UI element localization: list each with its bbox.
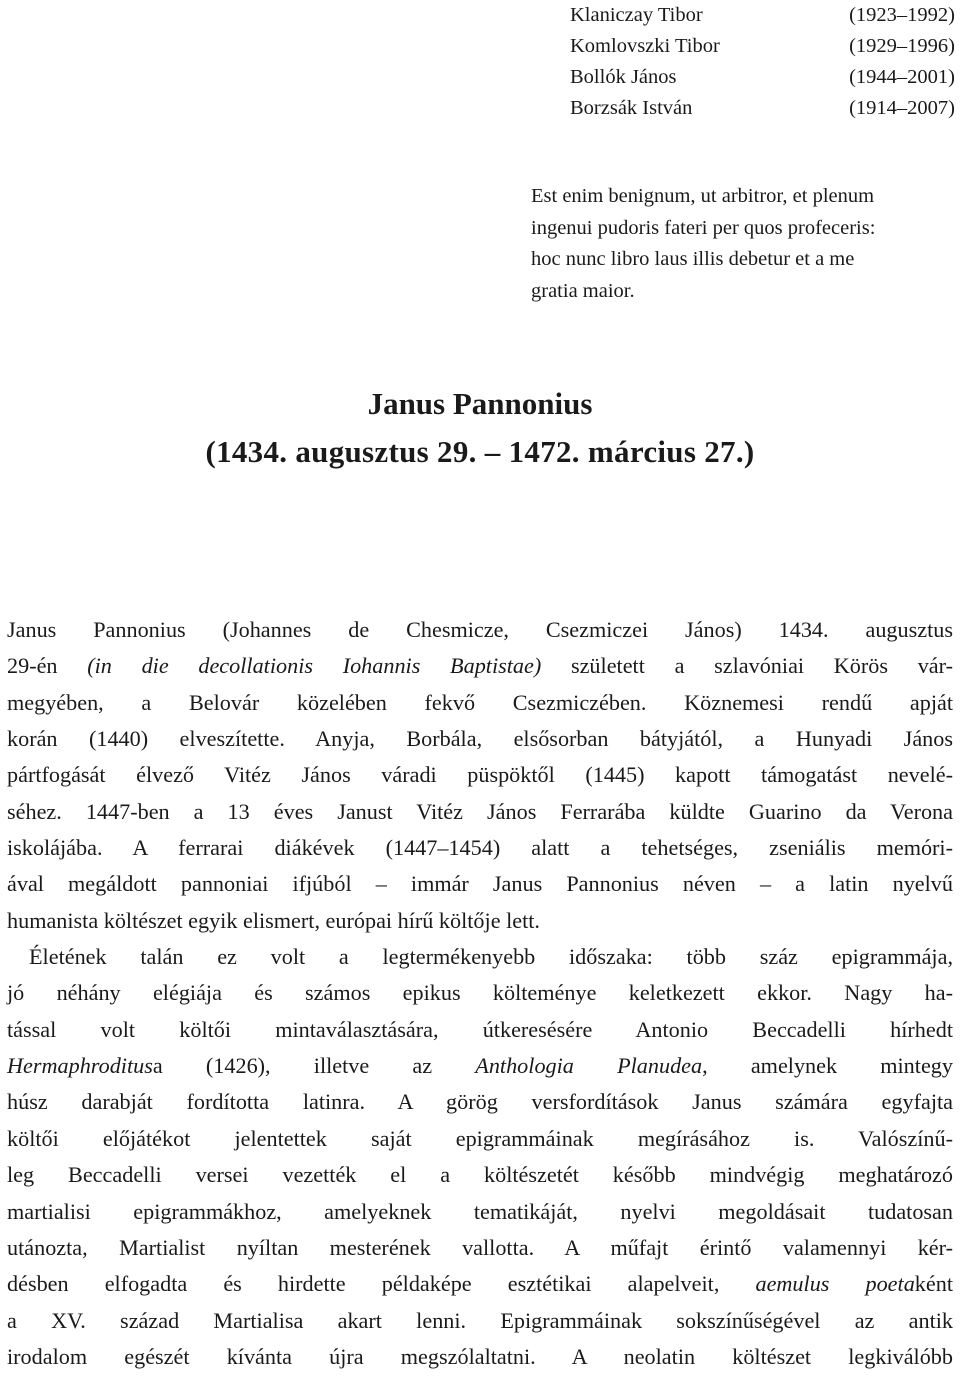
body-line: séhez. 1447-ben a 13 éves Janust Vitéz János Ferrarába küldte Guarino da Verona (7, 798, 953, 824)
body-line: désben elfogadta és hirdette példaképe esztétikai alapelveit, aemulus poetaként (7, 1271, 953, 1297)
body-line: Életének talán ez volt a legtermékenyebb időszaka: több száz epigrammája, (29, 944, 953, 970)
motto-line: hoc nunc libro laus illis debetur et a me (531, 248, 855, 270)
dedication-years: (1944–2001) (849, 66, 955, 88)
dedication-years: (1923–1992) (849, 4, 955, 26)
dedication-name: Bollók János (570, 66, 677, 88)
dedication-name: Borzsák István (570, 97, 693, 119)
body-line: irodalom egészét kívánta újra megszólaltatni. A neolatin költészet legkiválóbb (7, 1343, 953, 1369)
body-line: leg Beccadelli versei vezették el a költészetét később mindvégig meghatározó (7, 1162, 953, 1188)
chapter-title: Janus Pannonius (367, 386, 593, 421)
dedication-years: (1914–2007) (849, 97, 955, 119)
work-title: Hermaphroditus (7, 1053, 153, 1079)
body-line: jó néhány elégiája és számos epikus költeménye keletkezett ekkor. Nagy ha- (7, 980, 953, 1006)
body-line: pártfogását élvező Vitéz János váradi püspöktől (1445) kapott támogatást nevelé- (7, 762, 953, 788)
body-line: iskolájába. A ferrarai diákévek (1447–1454) alatt a tehetséges, zseniális memóri- (7, 835, 953, 861)
dedication-years: (1929–1996) (849, 35, 955, 57)
body-line: költői előjátékot jelentettek saját epigrammáinak megírásához is. Valószínű- (7, 1125, 953, 1151)
body-line: utánozta, Martialist nyíltan mesterének vallotta. A műfajt érintő valamennyi kér- (7, 1234, 953, 1260)
dedication-name: Komlovszki Tibor (570, 35, 720, 57)
dedication-entry (570, 0, 955, 31)
body-line: 29-én (in die decollationis Iohannis Baptistae) született a szlavóniai Körös vár- (7, 653, 953, 679)
motto-line: ingenui pudoris fateri per quos profeceris: (531, 216, 876, 239)
motto-line: Est enim benignum, ut arbitror, et plenum (531, 185, 875, 207)
body-line: Hermaphroditusa (1426), illetve az Anthologia Planudea, amelynek mintegy (7, 1053, 953, 1079)
latin-phrase: aemulus poeta (755, 1271, 915, 1297)
latin-phrase: (in die decollationis Iohannis Baptistae) (87, 653, 542, 679)
body-line: martialisi epigrammákhoz, amelyeknek tematikáját, nyelvi megoldásait tudatosan (7, 1198, 953, 1224)
body-line: megyében, a Belovár közelében fekvő Csezmiczében. Köznemesi rendű apját (7, 689, 953, 715)
chapter-dates: (1434. augusztus 29. – 1472. március 27.) (205, 434, 755, 469)
body-line: korán (1440) elveszítette. Anyja, Borbála, elsősorban bátyjától, a Hunyadi János (7, 726, 953, 752)
body-paragraphs (7, 612, 953, 1375)
dedication-list (570, 0, 955, 124)
chapter-heading (0, 380, 960, 476)
dedication-entry (570, 31, 955, 62)
body-line: tással volt költői mintaválasztására, útkeresésére Antonio Beccadelli hírhedt (7, 1016, 953, 1042)
body-line: ával megáldott pannoniai ifjúból – immár Janus Pannonius néven – a latin nyelvű (7, 871, 953, 897)
body-line: humanista költészet egyik elismert, európai hírű költője lett. (7, 907, 540, 933)
latin-motto (531, 181, 960, 307)
body-line: a XV. század Martialisa akart lenni. Epigrammáinak sokszínűségével az antik (7, 1307, 953, 1333)
dedication-entry (570, 62, 955, 93)
dedication-name: Klaniczay Tibor (570, 4, 703, 26)
body-line: Janus Pannonius (Johannes de Chesmicze, Csezmiczei János) 1434. augusztus (7, 617, 953, 642)
motto-line: gratia maior. (531, 279, 635, 302)
work-title: Anthologia Planudea (475, 1053, 703, 1079)
dedication-entry (570, 93, 955, 124)
body-line: húsz darabját fordította latinra. A görög versfordítások Janus számára egyfajta (7, 1089, 953, 1115)
